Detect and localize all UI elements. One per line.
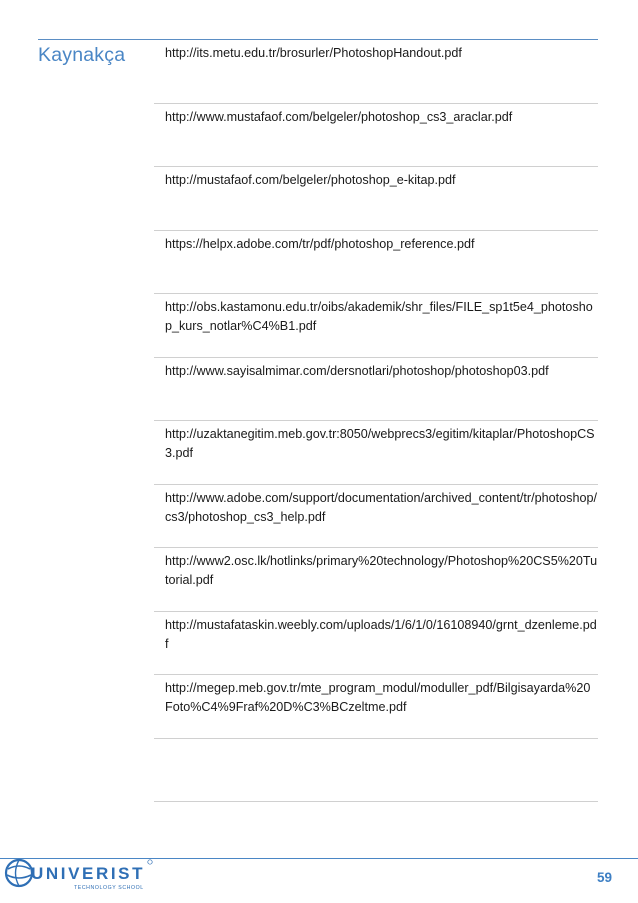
reference-list bbox=[154, 40, 598, 802]
univerist-logo bbox=[2, 853, 162, 893]
logo-wordmark: UNIVERIST bbox=[31, 864, 146, 883]
reference-item[interactable]: http://www.adobe.com/support/documentation/archived_content/tr/photoshop/cs3/photoshop_cs3_help.pdf bbox=[154, 485, 598, 549]
page-number: 59 bbox=[596, 870, 612, 885]
reference-item[interactable]: http://www2.osc.lk/hotlinks/primary%20technology/Photoshop%20CS5%20Tutorial.pdf bbox=[154, 548, 598, 612]
reference-item[interactable]: http://www.mustafaof.com/belgeler/photoshop_cs3_araclar.pdf bbox=[154, 104, 598, 168]
reference-item-empty bbox=[154, 739, 598, 803]
logo-tagline: TECHNOLOGY SCHOOL bbox=[74, 885, 144, 891]
registered-mark-icon bbox=[148, 860, 152, 864]
reference-item[interactable]: http://www.sayisalmimar.com/dersnotlari/photoshop/photoshop03.pdf bbox=[154, 358, 598, 422]
reference-item[interactable]: http://uzaktanegitim.meb.gov.tr:8050/webprecs3/egitim/kitaplar/PhotoshopCS3.pdf bbox=[154, 421, 598, 485]
logo-globe-icon bbox=[6, 860, 32, 886]
reference-item[interactable]: http://megep.meb.gov.tr/mte_program_modul/moduller_pdf/Bilgisayarda%20Foto%C4%9Fraf%20D%C3%BCzeltme.pdf bbox=[154, 675, 598, 739]
reference-item[interactable]: http://mustafataskin.weebly.com/uploads/1/6/1/0/16108940/grnt_dzenleme.pdf bbox=[154, 612, 598, 676]
section-title: Kaynakça bbox=[38, 44, 126, 66]
reference-item[interactable]: https://helpx.adobe.com/tr/pdf/photoshop_reference.pdf bbox=[154, 231, 598, 295]
reference-item[interactable]: http://its.metu.edu.tr/brosurler/PhotoshopHandout.pdf bbox=[154, 40, 598, 104]
reference-item[interactable]: http://mustafaof.com/belgeler/photoshop_e-kitap.pdf bbox=[154, 167, 598, 231]
reference-item[interactable]: http://obs.kastamonu.edu.tr/oibs/akademik/shr_files/FILE_sp1t5e4_photoshop_kurs_notlar%C4%B1.pdf bbox=[154, 294, 598, 358]
